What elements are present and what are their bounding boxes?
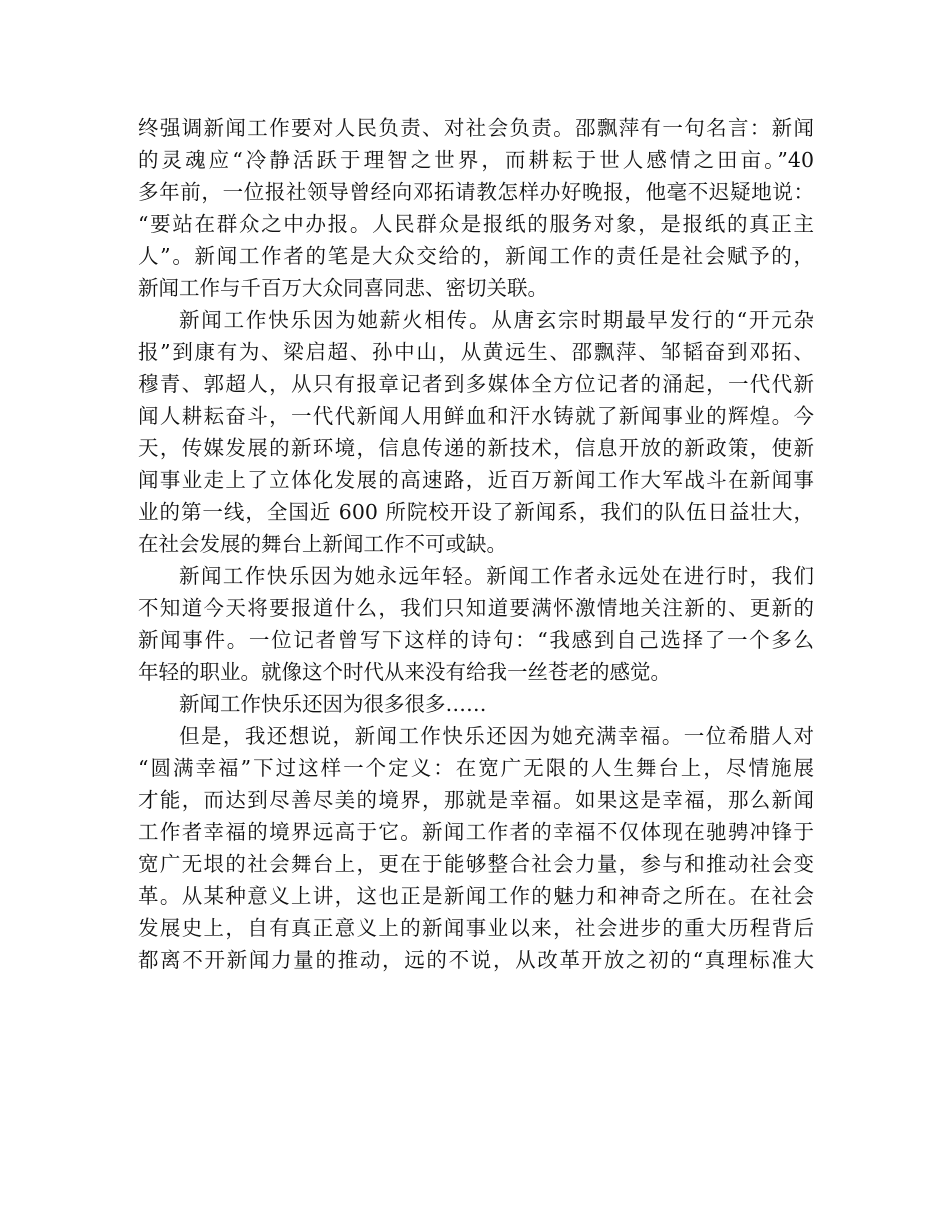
text-line: “要站在群众之中办报。人民群众是报纸的服务对象，是报纸的真正主	[138, 212, 814, 236]
text-line: 在社会发展的舞台上新闻工作不可或缺。	[138, 532, 507, 556]
text-line: 发展史上，自有真正意义上的新闻事业以来，社会进步的重大历程背后	[138, 916, 814, 940]
text-line: “圆满幸福”下过这样一个定义：在宽广无限的人生舞台上，尽情施展	[138, 756, 814, 780]
paragraph-2	[138, 304, 814, 560]
text-line: 新闻工作快乐因为她薪火相传。从唐玄宗时期最早发行的“开元杂	[179, 308, 814, 332]
text-line: 都离不开新闻力量的推动，远的不说，从改革开放之初的“真理标准大	[138, 948, 814, 972]
text-line: 业的第一线，全国近 600 所院校开设了新闻系，我们的队伍日益壮大，	[138, 500, 814, 524]
body-text	[138, 112, 814, 976]
text-line: 工作者幸福的境界远高于它。新闻工作者的幸福不仅体现在驰骋冲锋于	[138, 820, 814, 844]
paragraph-4	[138, 688, 814, 720]
text-line: 但是，我还想说，新闻工作快乐还因为她充满幸福。一位希腊人对	[179, 724, 814, 748]
text-line: 新闻工作快乐因为她永远年轻。新闻工作者永远处在进行时，我们	[179, 564, 814, 588]
text-line: 不知道今天将要报道什么，我们只知道要满怀激情地关注新的、更新的	[138, 596, 814, 620]
text-line: 闻人耕耘奋斗，一代代新闻人用鲜血和汗水铸就了新闻事业的辉煌。今	[138, 404, 814, 428]
text-line: 宽广无垠的社会舞台上，更在于能够整合社会力量，参与和推动社会变	[138, 852, 814, 876]
paragraph-1	[138, 112, 814, 304]
text-line: 人”。新闻工作者的笔是大众交给的，新闻工作的责任是社会赋予的，	[138, 244, 814, 268]
text-line: 终强调新闻工作要对人民负责、对社会负责。邵飘萍有一句名言：新闻	[138, 116, 814, 140]
text-line: 穆青、郭超人，从只有报章记者到多媒体全方位记者的涌起，一代代新	[138, 372, 814, 396]
text-line: 新闻事件。一位记者曾写下这样的诗句：“我感到自己选择了一个多么	[138, 628, 814, 652]
text-line: 新闻工作快乐还因为很多很多……	[179, 692, 487, 716]
text-line: 的灵魂应“冷静活跃于理智之世界，而耕耘于世人感情之田亩。”40	[138, 148, 814, 172]
paragraph-3	[138, 560, 814, 688]
text-line: 新闻工作与千百万大众同喜同悲、密切关联。	[138, 276, 548, 300]
text-line: 闻事业走上了立体化发展的高速路，近百万新闻工作大军战斗在新闻事	[138, 468, 814, 492]
text-line: 年轻的职业。就像这个时代从来没有给我一丝苍老的感觉。	[138, 660, 671, 684]
text-line: 革。从某种意义上讲，这也正是新闻工作的魅力和神奇之所在。在社会	[138, 884, 814, 908]
text-line: 天，传媒发展的新环境，信息传递的新技术，信息开放的新政策，使新	[138, 436, 814, 460]
text-line: 才能，而达到尽善尽美的境界，那就是幸福。如果这是幸福，那么新闻	[138, 788, 814, 812]
paragraph-5	[138, 720, 814, 976]
text-line: 报”到康有为、梁启超、孙中山，从黄远生、邵飘萍、邹韬奋到邓拓、	[138, 340, 814, 364]
text-line: 多年前，一位报社领导曾经向邓拓请教怎样办好晚报，他毫不迟疑地说：	[138, 180, 814, 204]
